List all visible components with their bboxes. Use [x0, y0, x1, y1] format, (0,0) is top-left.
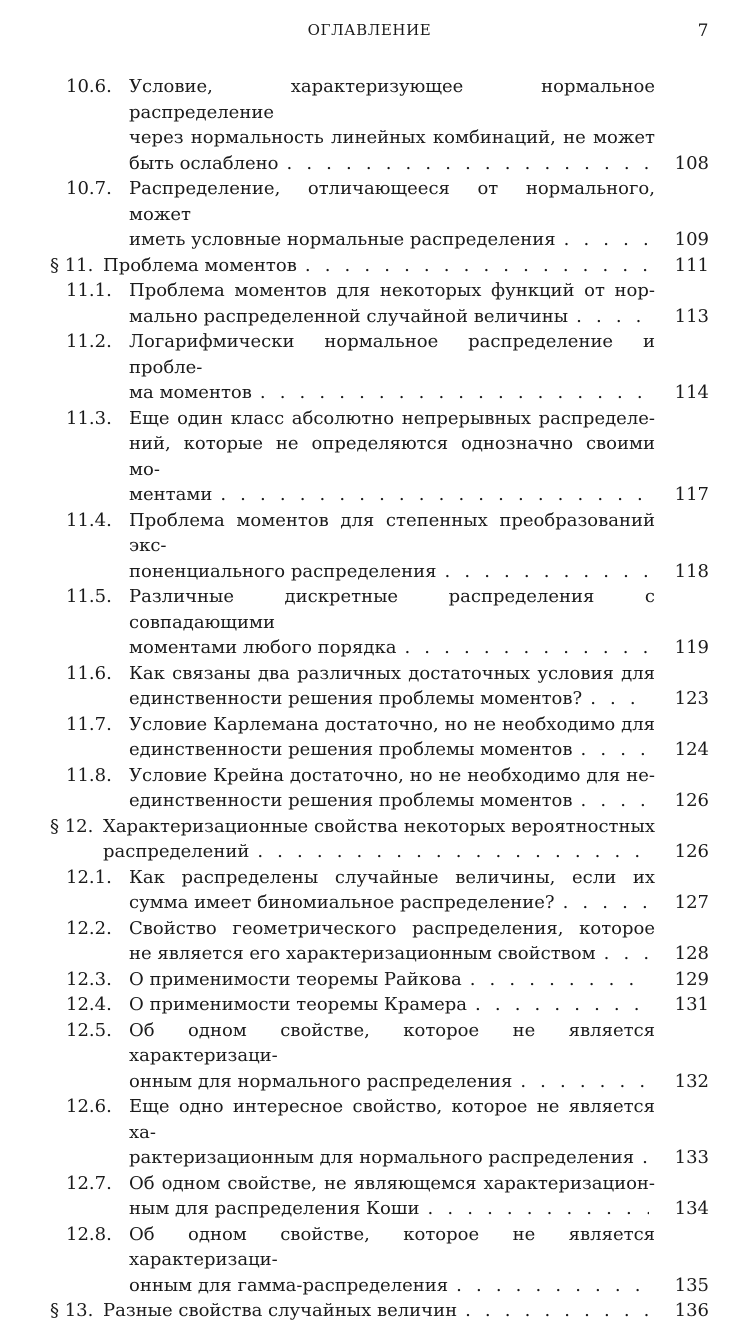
toc-entry-number: 12.3. [66, 968, 112, 990]
toc-page-number: 117 [674, 484, 709, 505]
toc-subsection[interactable] [0, 712, 739, 763]
toc-page-number: 114 [674, 382, 709, 403]
toc-entry-title-line: Логарифмически нормальное распределение и пробле- [129, 331, 655, 378]
toc-entry-title-line: ным для распределения Коши [129, 1198, 420, 1219]
dot-leader [445, 559, 649, 585]
dot-leader [260, 380, 649, 406]
toc-page-number: 133 [674, 1147, 709, 1168]
toc-subsection[interactable] [0, 278, 739, 329]
toc-section[interactable] [0, 253, 739, 279]
toc-entry-title-line: Условие Крейна достаточно, но не необходимо для не- [129, 764, 655, 786]
toc-subsection[interactable] [0, 916, 739, 967]
toc-page-number: 134 [674, 1198, 709, 1219]
toc-entry-number: 12.6. [66, 1096, 112, 1117]
toc-entry-title-line: единственности решения проблемы моментов [129, 739, 573, 760]
toc-subsection[interactable] [0, 865, 739, 916]
toc-entry-number: 12.5. [66, 1019, 112, 1041]
toc-entry-title-line: Условие, характеризующее нормальное распределение [129, 76, 655, 123]
toc-section[interactable] [0, 814, 739, 865]
toc-subsection[interactable] [0, 406, 739, 508]
toc-subsection[interactable] [0, 967, 739, 993]
dot-leader [470, 967, 649, 993]
dot-leader [563, 890, 649, 916]
toc-entry-number: 11.3. [66, 407, 112, 429]
toc-page-number: 123 [674, 688, 709, 709]
dot-leader [590, 686, 649, 712]
dot-leader [456, 1273, 649, 1299]
toc-entry-title-line: моментами любого порядка [129, 637, 397, 658]
dot-leader [465, 1298, 649, 1324]
toc-entry-title-line: Различные дискретные распределения с совпадающими [129, 586, 655, 633]
toc-subsection[interactable] [0, 992, 739, 1018]
toc-entry-title-line: Условие Карлемана достаточно, но не необходимо для [129, 713, 655, 735]
toc-entry-number: 11.4. [66, 509, 112, 531]
dot-leader [581, 788, 649, 814]
toc-page-number: 118 [674, 560, 709, 582]
toc-entry-number: § 12. [50, 815, 94, 837]
toc-entry-title-line: Распределение, отличающееся от нормального, может [129, 178, 655, 225]
toc-page-number: 127 [674, 892, 709, 913]
toc-entry-title-line: Как распределены случайные величины, если их [129, 866, 655, 888]
toc-entry-number: § 13. [50, 1300, 94, 1321]
toc-page-number: 131 [674, 994, 709, 1015]
toc-page-number: 109 [674, 229, 709, 250]
toc-entry-title-line: поненциального распределения [129, 560, 437, 582]
dot-leader [604, 941, 649, 967]
toc-entry-title-line: ментами [129, 484, 213, 505]
dot-leader [220, 482, 649, 508]
table-of-contents [0, 74, 739, 1324]
dot-leader [404, 635, 649, 661]
toc-page-number: 126 [674, 841, 709, 862]
toc-page-number: 113 [674, 305, 709, 327]
toc-entry-number: 12.7. [66, 1172, 112, 1194]
toc-page-number: 135 [674, 1274, 709, 1296]
toc-page-number: 124 [674, 739, 709, 760]
toc-subsection[interactable] [0, 508, 739, 585]
toc-page-number: 119 [674, 637, 709, 658]
toc-entry-title-line: ний, которые не определяются однозначно своими мо- [129, 433, 655, 480]
toc-subsection[interactable] [0, 763, 739, 814]
toc-entry-number: 11.7. [66, 713, 112, 735]
toc-subsection[interactable] [0, 176, 739, 253]
toc-subsection[interactable] [0, 1018, 739, 1095]
dot-leader [257, 839, 649, 865]
dot-leader [581, 737, 649, 763]
toc-page-number: 129 [674, 968, 709, 990]
toc-entry-title-line: Об одном свойстве, не являющемся характеризацион- [129, 1172, 655, 1194]
dot-leader [428, 1196, 649, 1222]
header-title: ОГЛАВЛЕНИЕ [307, 21, 432, 39]
toc-subsection[interactable] [0, 1094, 739, 1171]
toc-page-number: 111 [674, 254, 709, 276]
toc-subsection[interactable] [0, 329, 739, 406]
toc-entry-title-line: Свойство геометрического распределения, которое [129, 917, 655, 939]
toc-entry-title-line: единственности решения проблемы моментов [129, 790, 573, 811]
toc-entry-title-line: рактеризационным для нормального распределения [129, 1147, 635, 1168]
toc-subsection[interactable] [0, 584, 739, 661]
toc-entry-number: 10.6. [66, 76, 112, 97]
toc-entry-title-line: Еще одно интересное свойство, которое не является ха- [129, 1096, 655, 1143]
toc-entry-title-line: О применимости теоремы Крамера [129, 994, 468, 1015]
toc-entry-title-line: иметь условные нормальные распределения [129, 229, 556, 250]
toc-subsection[interactable] [0, 1171, 739, 1222]
toc-page-number: 128 [674, 943, 709, 964]
dot-leader [642, 1145, 649, 1171]
toc-page-number: 126 [674, 790, 709, 811]
toc-entry-title-line: быть ослаблено [129, 152, 279, 174]
toc-entry-number: 11.1. [66, 280, 112, 301]
toc-entry-title-line: Характеризационные свойства некоторых вероятностных [103, 815, 655, 837]
toc-entry-title-line: онным для гамма-распределения [129, 1274, 449, 1296]
toc-entry-number: 12.8. [66, 1223, 112, 1245]
toc-entry-number: 11.2. [66, 331, 112, 352]
toc-entry-title-line: О применимости теоремы Райкова [129, 968, 462, 990]
toc-entry-number: 11.5. [66, 586, 112, 607]
toc-entry-number: 11.6. [66, 662, 112, 684]
toc-entry-title-line: ма моментов [129, 382, 252, 403]
dot-leader [475, 992, 649, 1018]
toc-section[interactable] [0, 1298, 739, 1324]
toc-entry-number: § 11. [50, 254, 94, 276]
toc-entry-title-line: мально распределенной случайной величины [129, 305, 569, 327]
dot-leader [286, 151, 649, 177]
toc-entry-title-line: Еще один класс абсолютно непрерывных распределе- [129, 407, 655, 429]
toc-entry-title-line: Проблема моментов для степенных преобразований экс- [129, 509, 655, 556]
toc-page-number: 136 [674, 1300, 709, 1321]
toc-entry-title-line: распределений [103, 841, 250, 862]
toc-page-number: 108 [674, 152, 709, 174]
dot-leader [520, 1069, 649, 1095]
toc-entry-title-line: Проблема моментов для некоторых функций от нор- [129, 280, 655, 301]
toc-entry-title-line: онным для нормального распределения [129, 1070, 513, 1092]
toc-entry-title-line: не является его характеризационным свойством [129, 943, 596, 964]
toc-entry-number: 12.1. [66, 866, 112, 888]
toc-entry-title-line: Разные свойства случайных величин [103, 1300, 458, 1321]
dot-leader [305, 253, 649, 279]
toc-entry-number: 12.2. [66, 917, 112, 939]
toc-entry-number: 10.7. [66, 178, 112, 199]
toc-subsection[interactable] [0, 661, 739, 712]
header-page-number: 7 [697, 21, 709, 41]
toc-entry-number: 11.8. [66, 764, 112, 786]
toc-entry-title-line: Проблема моментов [103, 254, 297, 276]
toc-subsection[interactable] [0, 74, 739, 176]
dot-leader [564, 227, 649, 253]
toc-entry-title-line: Об одном свойстве, которое не является характеризаци- [129, 1019, 655, 1066]
toc-entry-title-line: Об одном свойстве, которое не является характеризаци- [129, 1223, 655, 1270]
toc-entry-title-line: Как связаны два различных достаточных условия для [129, 662, 655, 684]
running-header [0, 18, 739, 44]
toc-subsection[interactable] [0, 1222, 739, 1299]
toc-page-number: 132 [674, 1070, 709, 1092]
toc-entry-title-line: сумма имеет биномиальное распределение? [129, 892, 555, 913]
toc-entry-number: 12.4. [66, 994, 112, 1015]
toc-entry-title-line: единственности решения проблемы моментов? [129, 688, 583, 709]
dot-leader [576, 304, 649, 330]
toc-entry-title-line: через нормальность линейных комбинаций, не может [129, 127, 655, 148]
